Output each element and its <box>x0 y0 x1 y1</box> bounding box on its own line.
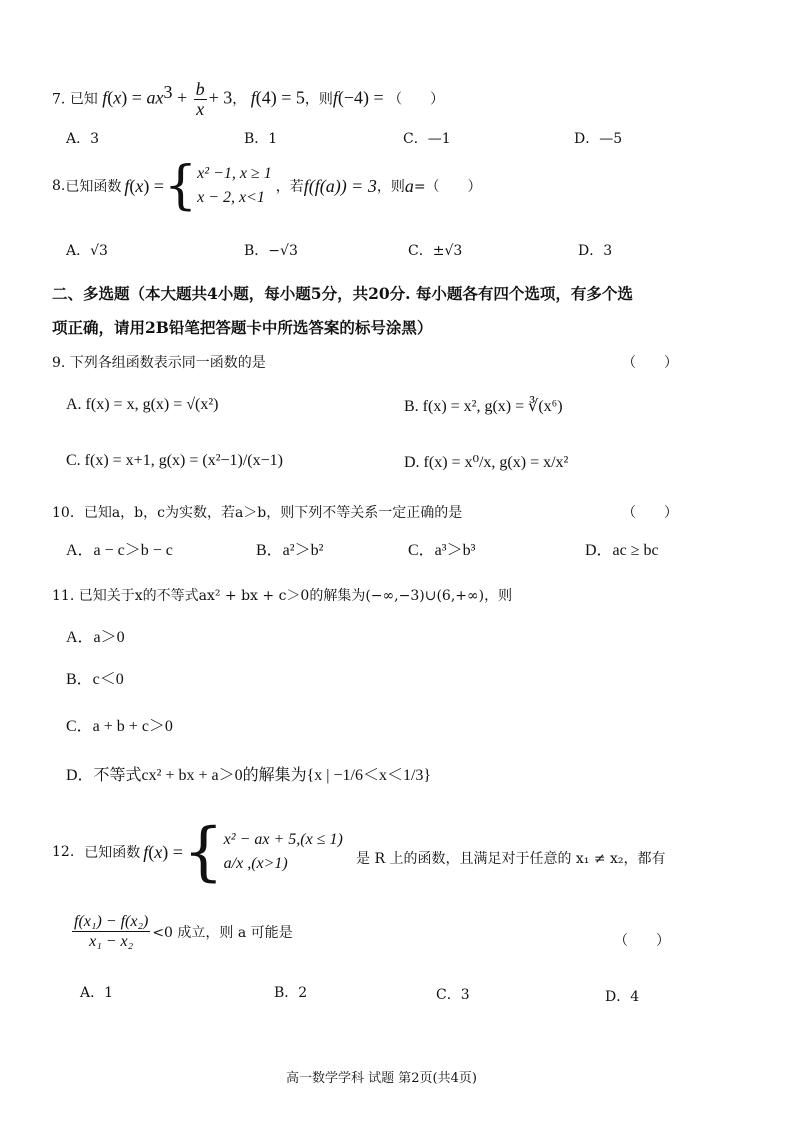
q8-option-b: B．−√3 <box>244 243 298 259</box>
q8-answer-paren: =（ ） <box>413 179 482 195</box>
q7-prefix: 已知 <box>69 91 98 108</box>
q7-option-a: A．3 <box>66 131 100 147</box>
q12-piecewise-brace: { <box>182 815 224 889</box>
q11-option-c: C．a + b + c＞0 <box>66 718 173 735</box>
q10-option-c: C．a³＞b³ <box>408 542 476 559</box>
q11-stem: 11. 已知关于x的不等式ax² + bx + c＞0的解集为(−∞,−3)∪(6,+∞)，则 <box>52 588 513 604</box>
q7-option-d: D．—5 <box>574 131 623 147</box>
q12-option-a: A．1 <box>80 985 114 1001</box>
q8-piecewise-brace: { <box>164 156 198 216</box>
q7-option-b: B．1 <box>244 131 278 147</box>
q9-option-a: A. f(x) = x, g(x) = √(x²) <box>66 396 219 413</box>
q12-option-c: C．3 <box>436 987 470 1003</box>
q10-stem: 10．已知a，b，c为实数，若a＞b，则下列不等关系一定正确的是 <box>52 505 463 521</box>
q8-stem: 8. 已知函数 f ( x ) = { x² −1, x ≥ 1 x − 2, x<1 ，若 f(f(a)) = 3 ，则 a =（ ） <box>52 156 482 216</box>
q10-option-a: A．a − c＞b − c <box>66 542 173 559</box>
q9-answer-paren: （ ） <box>622 355 678 371</box>
q8-piecewise: x² −1, x ≥ 1 x − 2, x<1 <box>197 165 272 206</box>
q7-formula: f <box>102 87 108 108</box>
q8-option-a: A．√3 <box>66 243 108 259</box>
q8-option-d: D．3 <box>578 243 613 259</box>
q10-option-b: B．a²＞b² <box>256 542 324 559</box>
q9-option-b: B. f(x) = x², g(x) = ∛(x⁶) <box>404 398 563 415</box>
q11-option-a: A．a＞0 <box>66 629 125 646</box>
q12-inequality: $\frac{\text{f(x₁) − f(x₂)}}{\text{x₁ − x₂}}$ <0 成立，则 a 可能是 <box>74 913 293 950</box>
q7-option-c: C．—1 <box>403 131 451 147</box>
q7-answer-paren: （ ） <box>388 91 445 108</box>
q12-stem-cont: 是 R 上的函数，且满足对于任意的 x₁ ≠ x₂，都有 <box>356 851 666 867</box>
q9-option-d: D. f(x) = x⁰/x, g(x) = x/x² <box>404 454 569 471</box>
q12-answer-paren: （ ） <box>614 933 670 949</box>
section-2-heading: 二、多选题（本大题共4小题，每小题5分，共20分. 每小题各有四个选项，有多个选 <box>52 284 633 303</box>
q9-stem: 9. 下列各组函数表示同一函数的是 <box>52 355 266 371</box>
q12-stem: 12. 已知函数 f ( x ) = { x² − ax + 5,(x ≤ 1) a/x ,(x>1) <box>52 815 343 889</box>
q11-option-b: B．c＜0 <box>66 671 124 688</box>
q9-option-c: C. f(x) = x+1, g(x) = (x²−1)/(x−1) <box>66 452 283 469</box>
q8-condition: f(f(a)) = 3 <box>303 175 377 196</box>
section-2-heading-cont: 项正确，请用2B铅笔把答题卡中所选答案的标号涂黑） <box>52 318 433 337</box>
q12-piecewise: x² − ax + 5,(x ≤ 1) a/x ,(x>1) <box>223 831 343 872</box>
q12-option-d: D．4 <box>605 989 640 1005</box>
q12-option-b: B．2 <box>274 985 308 1001</box>
q7-stem: 7. 已知 $f(x) = ax^3$ + $\frac{b}{x}$ + 3， f(4) = 5，则f(−4) = （ ） <box>52 79 445 119</box>
q7-fraction: $\frac{b}{x}$ <box>195 79 205 119</box>
q8-option-c: C．±√3 <box>408 243 463 259</box>
q10-option-d: D．ac ≥ bc <box>585 542 659 559</box>
q10-answer-paren: （ ） <box>622 505 678 521</box>
q11-option-d: D．不等式cx² + bx + a＞0的解集为{x | −1/6＜x＜1/3} <box>66 767 432 784</box>
page-footer: 高一数学学科 试题 第2页(共4页) <box>286 1071 477 1086</box>
q7-number: 7. <box>52 91 66 108</box>
